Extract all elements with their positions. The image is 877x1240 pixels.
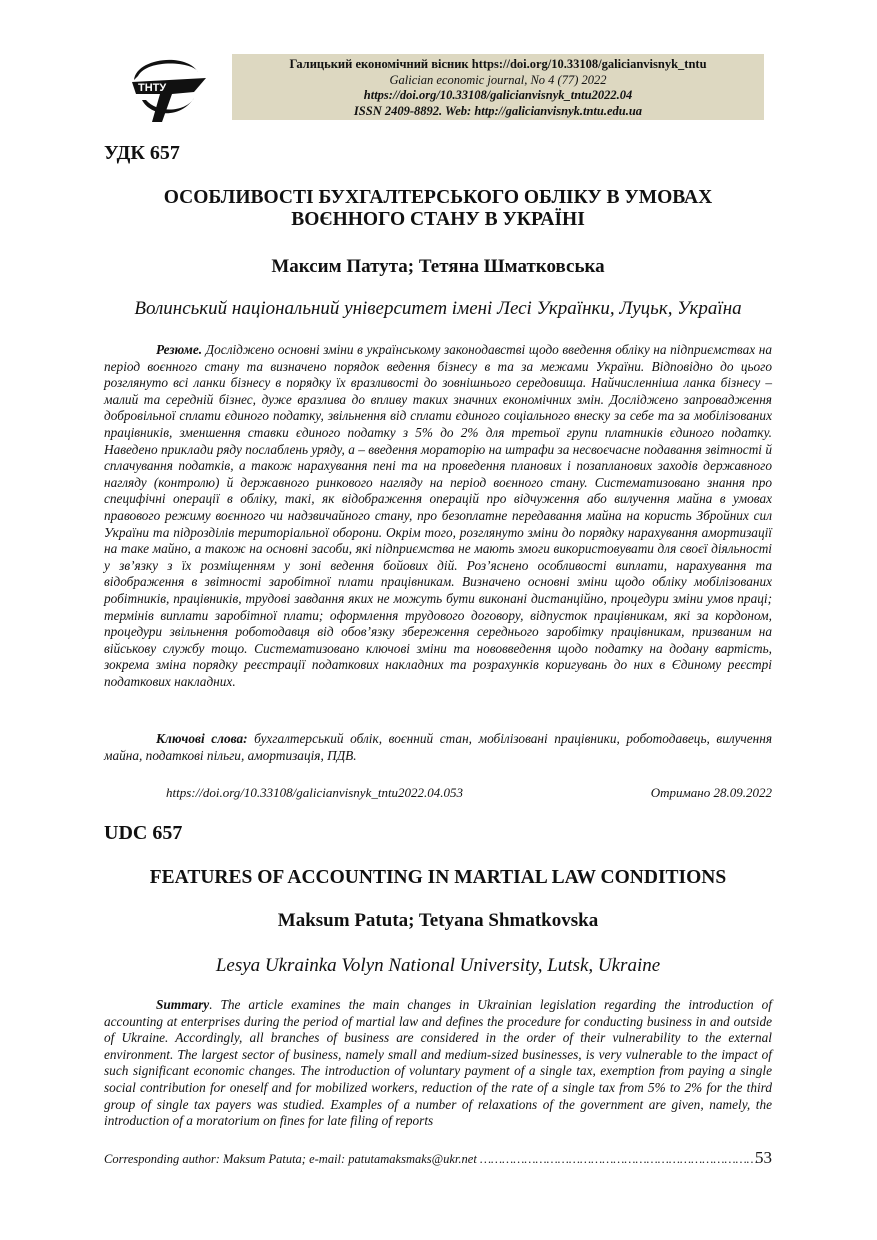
- tntu-logo-icon: [128, 50, 208, 124]
- footer-dots: …………………………………………………………………: [476, 1152, 758, 1166]
- article-title-ua: [104, 187, 772, 231]
- journal-title-ua: Галицький економічний вісник https://doi.org/10.33108/galicianvisnyk_tntu: [289, 57, 707, 71]
- doi-received-line: [166, 785, 772, 801]
- page-footer: [104, 1148, 772, 1167]
- logo-text: ТНТУ: [138, 82, 167, 94]
- article-title-en: FEATURES OF ACCOUNTING IN MARTIAL LAW CONDITIONS: [149, 867, 727, 888]
- authors-en: Maksum Patuta; Tetyana Shmatkovska: [277, 910, 599, 931]
- affiliation-en: Lesya Ukrainka Volyn National University, Lutsk, Ukraine: [215, 955, 661, 976]
- received-date: Отримано 28.09.2022: [650, 785, 772, 800]
- udc-code-en: UDC 657: [104, 822, 183, 844]
- article-doi[interactable]: https://doi.org/10.33108/galicianvisnyk_tntu2022.04.053: [166, 785, 464, 800]
- authors-ua: Максим Патута; Тетяна Шматковська: [271, 256, 605, 277]
- summary-lead: Summary: [156, 997, 210, 1012]
- title-ua-line2: ВОЄННОГО СТАНУ В УКРАЇНІ: [291, 209, 585, 230]
- abstract-body: Досліджено основні зміни в українському законодавстві щодо введення обліку на підприємствах на період воєнного стану та визначено порядок ведення бізнесу в та за межами України. Відповідно до цього розглянуто всі ланки бізнесу в порядку їх вразливості до зовнішнього середовища. Найчисленніша ланка бізнесу – малий та середній бізнес, дуже вразлива до впливу таких значних економічних змін. Досліджено запровадження добровільної сплати єдиного податку, звільнення від сплати єдиного соціального внеску за себе та за мобілізованих працівників, зменшення ставки єдиного податку з 5% до 2% для третьої групи платників єдиного податку. Наведено приклади ряду послаблень уряду, а – введення мораторію на штрафи за несвоєчасне подавання звітності й сплачування податків, а також нарахування пені та на проведення планових і позапланових заходів державного нагляду (контролю) й державного ринкового нагляду на період воєнного стану. Систематизовано знання про специфічні операції в обліку, такі, як відображення операцій про відчуження або вилучення майна в умовах правового режиму воєнного чи надзвичайного стану, про безоплатне передавання майна на користь Збройних сил України та підрозділів територіальної оборони. Окрім того, розглянуто зміни до порядку нарахування амортизації на таке майно, а також на основні засоби, які підприємства не мають змоги використовувати для своєї діяльності у зв’язку з їх розміщенням у зоні ведення бойових дій. Роз’яснено особливості виплати, нарахування та відображення в звітності заробітної плати працівникам. Визначено основні зміни щодо обліку мобілізованих робітників, працівників, трудові завдання яких не можуть бути виконані дистанційно, процедури зміни умов праці; термінів виплати заробітної плати; оформлення трудового договору, відпусток працівникам, які за кордоном, процедури звільнення роботодавця від обов’язку збереження середнього заробітку працівникам, призваним на військову службу тощо. Систематизовано ключові зміни та нововведення щодо податку на додану вартість, зокрема зміна порядку реєстрації податкових накладних та розрахунків коригувань до них в Єдиному реєстрі податкових накладних.: [104, 342, 772, 689]
- journal-website-link[interactable]: http://galicianvisnyk.tntu.edu.ua: [474, 103, 643, 118]
- corresponding-author: Corresponding author: Maksum Patuta; e-mail: patutamaksmaks@ukr.net: [104, 1152, 477, 1166]
- title-ua-line1: ОСОБЛИВОСТІ БУХГАЛТЕРСЬКОГО ОБЛІКУ В УМОВАХ: [163, 187, 713, 208]
- page-number: 53: [755, 1148, 772, 1167]
- issue-doi[interactable]: https://doi.org/10.33108/galicianvisnyk_tntu2022.04: [363, 88, 633, 102]
- summary-en: [104, 997, 772, 1130]
- affiliation-ua: Волинський національний університет імені Лесі Українки, Луцьк, Україна: [134, 298, 742, 319]
- abstract-lead: Резюме.: [156, 342, 203, 357]
- summary-body: . The article examines the main changes in Ukrainian legislation regarding the introduction of accounting at enterprises during the period of martial law and defines the procedure for conducting business in and outside of Ukraine. Accordingly, all branches of business are considered in the order of their vulnerability to the external environment. The largest sector of business, namely small and medium-sized businesses, is very vulnerable to the impact of such significant economic changes. The introduction of voluntary payment of a single tax, exemption from paying a single social contribution for oneself and for mobilized workers, reduction of the rate of a single tax from 5% to 2% for the third group of single tax payers was studied. Examples of a number of relaxations of the government are given, namely, the introduction of a moratorium on fines for late filing of reports: [104, 997, 772, 1129]
- journal-logo: [128, 50, 208, 124]
- issn-line: [232, 104, 764, 120]
- keywords-ua: [104, 731, 772, 764]
- journal-title-en: Galician economic journal, No 4 (77) 2022: [389, 72, 607, 87]
- journal-header: [232, 54, 764, 120]
- issn-label: ISSN 2409-8892. Web:: [353, 103, 472, 118]
- keywords-lead: Ключові слова:: [156, 731, 248, 746]
- keywords-body: бухгалтерський облік, воєнний стан, мобілізовані працівники, роботодавець, вилучення майна, податкові пільги, амортизація, ПДВ.: [104, 731, 772, 763]
- abstract-ua: [104, 342, 772, 690]
- udc-code-ua: УДК 657: [104, 142, 180, 164]
